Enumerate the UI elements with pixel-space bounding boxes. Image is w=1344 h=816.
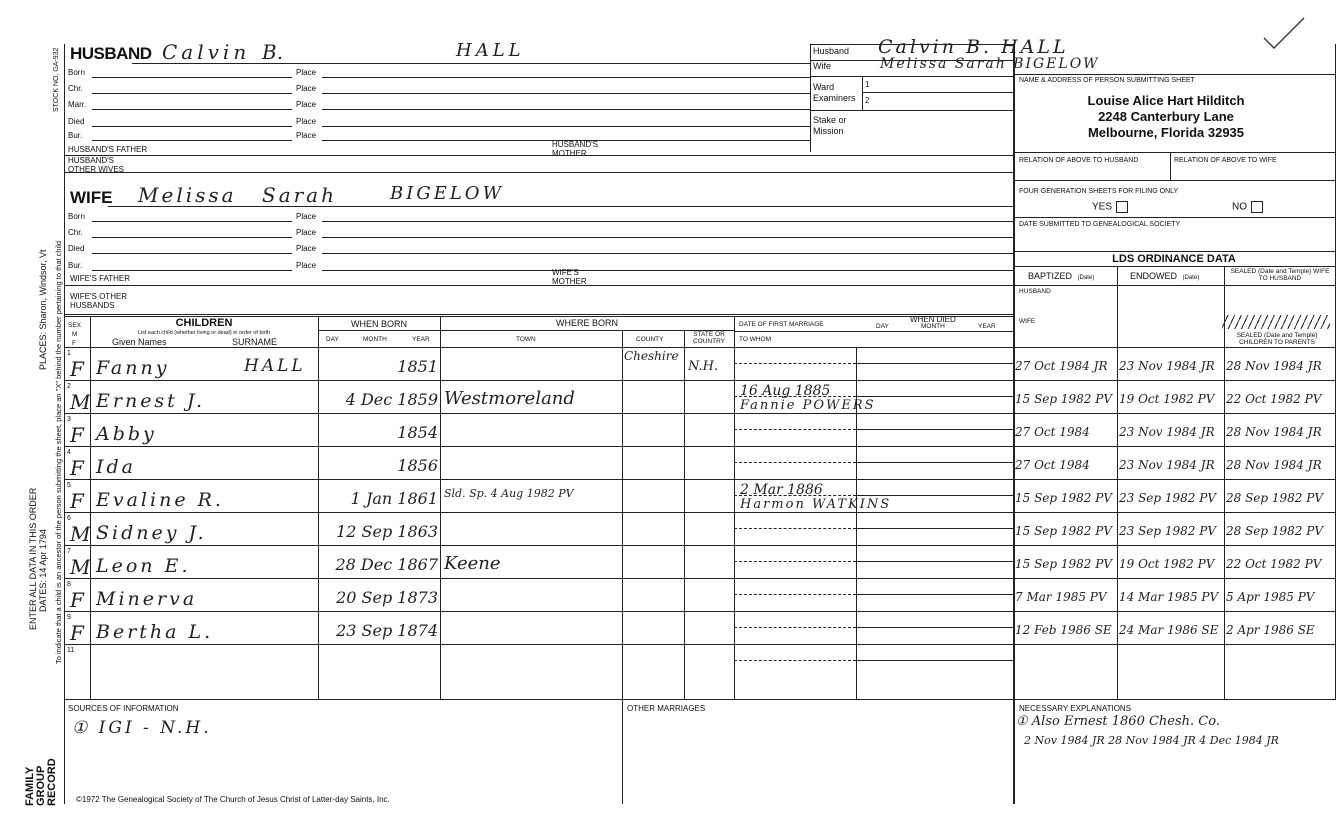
husband-row-date-line <box>92 77 292 78</box>
child-row-line-full <box>64 446 1335 447</box>
wife-row-place-line <box>322 270 1013 271</box>
baptized-sub: (Date) <box>1077 275 1095 281</box>
col-name <box>318 316 319 699</box>
child-died-line <box>856 429 1013 430</box>
copyright: ©1972 The Genealogical Society of The Church of Jesus Christ of Latter-day Saints, Inc. <box>76 795 390 804</box>
wife-surname: BIGELOW <box>390 183 505 204</box>
child-sex: F <box>70 456 84 480</box>
endowed-header <box>1130 271 1199 281</box>
child-sex: F <box>70 423 84 447</box>
child-died-line <box>856 528 1013 529</box>
wife-row-date-line <box>92 253 292 254</box>
child-birth-town: Sld. Sp. 4 Aug 1982 PV <box>444 487 574 500</box>
died-month-label: MONTH <box>921 323 945 330</box>
wife-row-date-line <box>92 270 292 271</box>
lds-title: LDS ORDINANCE DATA <box>1112 253 1236 265</box>
child-endowed: 23 Nov 1984 JR <box>1119 458 1215 472</box>
child-birth-town: Keene <box>444 553 501 574</box>
child-sealed: 28 Nov 1984 JR <box>1226 359 1322 373</box>
child-marriage-dash <box>734 561 856 562</box>
child-number: 6 <box>67 515 71 522</box>
where-sub-line <box>440 330 734 331</box>
title-line-1: FAMILY <box>24 766 36 806</box>
topbox-husband-value: Calvin B. HALL <box>878 36 1069 58</box>
frame-left <box>64 44 65 804</box>
child-baptized: 27 Oct 1984 JR <box>1015 359 1108 373</box>
submitter-name: Louise Alice Hart Hilditch <box>1087 93 1245 108</box>
lds-right-edge <box>1335 44 1336 700</box>
child-died-line <box>856 627 1013 628</box>
child-number: 5 <box>67 482 71 489</box>
child-given-name: Minerva <box>96 588 198 610</box>
yes-option[interactable] <box>1092 201 1128 213</box>
child-died-line <box>856 561 1013 562</box>
child-row-line-full <box>64 644 1335 645</box>
child-endowed: 23 Sep 1982 PV <box>1119 491 1216 505</box>
ancestor-note: To indicate that a child is an ancestor of the person submitting the sheet, place an "X" behind the number pertaining to that child <box>54 240 63 664</box>
child-endowed: 19 Oct 1982 PV <box>1119 557 1215 571</box>
baptized-header <box>1028 271 1094 281</box>
child-sealed: 22 Oct 1982 PV <box>1226 557 1322 571</box>
submitter-label: NAME & ADDRESS OF PERSON SUBMITTING SHEET <box>1019 77 1195 84</box>
child-sex: F <box>70 489 84 513</box>
child-sealed: 28 Sep 1982 PV <box>1226 524 1323 538</box>
lds-col-2 <box>1224 266 1225 699</box>
child-given-name: Ida <box>96 456 136 478</box>
child-birth-date: 12 Sep 1863 <box>336 522 438 541</box>
child-given-name: Abby <box>96 423 157 445</box>
given-names-label: Given Names <box>112 337 167 347</box>
lds-wife-label: WIFE <box>1019 318 1036 325</box>
sources-label: SOURCES OF INFORMATION <box>68 704 179 713</box>
lds-header-line <box>1013 285 1335 286</box>
topbox-wife-label: Wife <box>813 61 831 71</box>
wife-row-place-label: Place <box>296 212 317 221</box>
child-baptized: 15 Sep 1982 PV <box>1015 524 1112 538</box>
child-died-line <box>856 660 1013 661</box>
explanations-label: NECESSARY EXPLANATIONS <box>1019 704 1132 713</box>
examiner-2: 2 <box>865 96 870 105</box>
explanations-line-1: ① Also Ernest 1860 Chesh. Co. <box>1016 714 1220 729</box>
child-sex: F <box>70 621 84 645</box>
wife-father-label: WIFE'S FATHER <box>70 274 131 283</box>
husband-row-date-line <box>92 140 292 141</box>
wife-row-label: Chr. <box>68 228 83 237</box>
four-gen-label: FOUR GENERATION SHEETS FOR FILING ONLY <box>1019 188 1179 195</box>
child-baptized: 15 Sep 1982 PV <box>1015 557 1112 571</box>
when-died-label: WHEN DIED <box>910 315 956 324</box>
child-marriage-date: 16 Aug 1885 <box>740 383 831 399</box>
child-birth-date: 20 Sep 1873 <box>336 588 438 607</box>
born-sub-line <box>318 330 440 331</box>
husband-surname: HALL <box>456 40 525 61</box>
wife-given-name: Melissa <box>138 183 237 207</box>
husband-row-place-label: Place <box>296 131 317 140</box>
wife-middle-name: Sarah <box>262 183 337 207</box>
husband-row-label: Bur. <box>68 131 83 140</box>
child-number: 11 <box>67 647 75 654</box>
child-endowed: 19 Oct 1982 PV <box>1119 392 1215 406</box>
husband-row-label: Born <box>68 68 85 77</box>
other-marriages-label: OTHER MARRIAGES <box>627 704 706 713</box>
child-marriage-dash <box>734 462 856 463</box>
wife-other-husbands-line <box>64 314 1013 315</box>
child-died-line <box>856 363 1013 364</box>
lds-title-line <box>1013 266 1335 267</box>
child-birth-date: 23 Sep 1874 <box>336 621 438 640</box>
relation-husband-label: RELATION OF ABOVE TO HUSBAND <box>1019 157 1139 164</box>
sources-value: ① IGI - N.H. <box>72 718 212 738</box>
child-endowed: 23 Nov 1984 JR <box>1119 359 1215 373</box>
yes-checkbox[interactable] <box>1116 201 1128 213</box>
husband-father-label: HUSBAND'S FATHER <box>68 145 148 154</box>
relation-bottom <box>1013 180 1335 181</box>
child-surname: HALL <box>244 356 306 376</box>
child-baptized: 15 Sep 1982 PV <box>1015 392 1112 406</box>
state-label: STATE OR COUNTRY <box>692 331 726 345</box>
husband-row-label: Chr. <box>68 84 83 93</box>
husband-row-place-label: Place <box>296 117 317 126</box>
husband-middle-name: B. <box>262 40 284 64</box>
enter-all-data-note: ENTER ALL DATA IN THIS ORDER <box>28 487 38 630</box>
submitter-top <box>1013 74 1335 75</box>
child-number: 7 <box>67 548 71 555</box>
wife-row-place-line <box>322 221 1013 222</box>
child-marriage-date: 2 Mar 1886 <box>740 482 823 498</box>
children-list-note: List each child (whether living or dead) in order of birth <box>137 330 271 336</box>
check-mark-icon <box>1262 16 1308 52</box>
child-sealed: 28 Nov 1984 JR <box>1226 425 1322 439</box>
title-line-3: RECORD <box>46 758 58 806</box>
child-endowed: 24 Mar 1986 SE <box>1119 623 1219 637</box>
child-given-name: Ernest J. <box>96 390 206 412</box>
topbox-wife-value: Melissa Sarah BIGELOW <box>880 56 1100 72</box>
no-checkbox[interactable] <box>1251 201 1263 213</box>
child-birth-date: 1851 <box>397 357 438 376</box>
husband-row-place-line <box>322 109 810 110</box>
child-row-line-full <box>64 479 1335 480</box>
husband-row-place-line <box>322 93 810 94</box>
husband-row-label: Died <box>68 117 85 126</box>
child-sex: F <box>70 588 84 612</box>
child-marriage-dash <box>734 528 856 529</box>
topbox-husband-label: Husband <box>813 46 850 56</box>
lds-husband-label: HUSBAND <box>1019 288 1051 295</box>
husband-other-wives-label: HUSBAND'S OTHER WIVES <box>68 156 125 174</box>
child-baptized: 7 Mar 1985 PV <box>1015 590 1107 604</box>
wife-row-place-label: Place <box>296 261 317 270</box>
child-died-line <box>856 396 1013 397</box>
child-given-name: Leon E. <box>96 555 191 577</box>
child-birth-town: Westmoreland <box>444 388 575 409</box>
wife-name-line <box>108 206 1013 207</box>
child-sex: M <box>70 390 91 414</box>
lds-top <box>1013 251 1335 252</box>
child-sealed: 22 Oct 1982 PV <box>1226 392 1322 406</box>
child-spouse: Harmon WATKINS <box>740 497 892 512</box>
child-sealed: 28 Sep 1982 PV <box>1226 491 1323 505</box>
child-sealed: 28 Nov 1984 JR <box>1226 458 1322 472</box>
family-group-record-title-3 <box>46 758 58 806</box>
husband-row-place-line <box>322 77 810 78</box>
child-number: 2 <box>67 383 71 390</box>
husband-given-name: Calvin <box>162 40 251 64</box>
explanations-line-2: 2 Nov 1984 JR 28 Nov 1984 JR 4 Dec 1984 JR <box>1024 734 1279 747</box>
child-given-name: Evaline R. <box>96 489 224 511</box>
wife-mother-label: WIFE'S MOTHER <box>552 268 587 286</box>
hatch-block <box>1222 315 1330 329</box>
wife-row-place-label: Place <box>296 228 317 237</box>
submitter-address <box>1013 93 1319 141</box>
wife-row-date-line <box>92 221 292 222</box>
relation-wife-label: RELATION OF ABOVE TO WIFE <box>1174 157 1277 164</box>
husband-row-date-line <box>92 93 292 94</box>
date-submitted-label: DATE SUBMITTED TO GENEALOGICAL SOCIETY <box>1019 221 1181 228</box>
child-endowed: 23 Nov 1984 JR <box>1119 425 1215 439</box>
died-year-label: YEAR <box>978 323 996 330</box>
died-day-label: DAY <box>876 323 889 330</box>
title-line-2: GROUP <box>35 765 47 806</box>
sealed-wife-header: SEALED (Date and Temple) WIFE TO HUSBAND <box>1230 268 1330 282</box>
husband-row-place-label: Place <box>296 68 317 77</box>
child-number: 9 <box>67 614 71 621</box>
husband-row-date-line <box>92 126 292 127</box>
sex-m-label: M <box>72 331 78 338</box>
relation-divider <box>1170 152 1171 180</box>
wife-father-line <box>64 285 1013 286</box>
husband-name-line <box>132 63 810 64</box>
examiner-1: 1 <box>865 80 870 89</box>
born-month-label: MONTH <box>363 336 387 343</box>
where-born-label: WHERE BORN <box>555 318 618 328</box>
husband-other-wives-line <box>64 172 1013 173</box>
topbox-ward-label: Ward Examiners <box>813 82 856 103</box>
child-spouse: Fannie POWERS <box>740 398 876 413</box>
wife-label: WIFE <box>70 188 113 207</box>
yes-label: YES <box>1092 201 1113 213</box>
submitter-bottom <box>1013 152 1335 153</box>
child-baptized: 27 Oct 1984 <box>1015 425 1090 439</box>
submitter-city: Melbourne, Florida 32935 <box>1087 125 1245 140</box>
child-sealed: 5 Apr 1985 PV <box>1226 590 1315 604</box>
child-number: 4 <box>67 449 71 456</box>
endowed-sub: (Date) <box>1182 275 1200 281</box>
topbox-stake-label: Stake or Mission <box>813 115 847 136</box>
child-baptized: 12 Feb 1986 SE <box>1015 623 1112 637</box>
husband-father-line <box>64 155 1013 156</box>
wife-row-date-line <box>92 237 292 238</box>
child-endowed: 14 Mar 1985 PV <box>1119 590 1219 604</box>
born-day-label: DAY <box>326 336 339 343</box>
wife-row-place-line <box>322 237 1013 238</box>
wife-row-place-label: Place <box>296 244 317 253</box>
husband-label: HUSBAND <box>70 44 152 63</box>
wife-row-place-line <box>322 253 1013 254</box>
child-baptized: 15 Sep 1982 PV <box>1015 491 1112 505</box>
child-died-line <box>856 495 1013 496</box>
husband-row-date-line <box>92 109 292 110</box>
topbox-ex-line <box>862 92 1013 93</box>
child-died-line <box>856 594 1013 595</box>
husband-row-label: Marr. <box>68 100 87 109</box>
husband-row-place-label: Place <box>296 84 317 93</box>
husband-mother-label: HUSBAND'S MOTHER <box>552 140 598 158</box>
places-note: PLACES: Sharon, Windsor, Vt <box>38 249 48 370</box>
child-birth-date: 4 Dec 1859 <box>345 390 438 409</box>
wife-row-label: Bur. <box>68 261 83 270</box>
topbox-line-2 <box>810 76 1013 77</box>
topbox-line-3 <box>810 110 1013 111</box>
to-whom-label: TO WHOM <box>739 336 772 343</box>
child-died-line <box>856 462 1013 463</box>
child-marriage-dash <box>734 429 856 430</box>
frame-right-col-divider <box>1013 44 1015 804</box>
child-birth-date: 28 Dec 1867 <box>335 555 438 574</box>
wife-other-husbands-label: WIFE'S OTHER HUSBANDS <box>70 292 128 310</box>
born-year-label: YEAR <box>412 336 430 343</box>
sex-label: SEX <box>68 322 82 329</box>
child-birth-date: 1 Jan 1861 <box>350 489 438 508</box>
wife-row-label: Born <box>68 212 85 221</box>
children-title: CHILDREN <box>175 317 233 329</box>
no-label: NO <box>1232 201 1247 213</box>
county-label: COUNTY <box>636 336 664 343</box>
col-state <box>734 316 735 699</box>
first-marriage-label: DATE OF FIRST MARRIAGE <box>739 321 824 328</box>
endowed-label: ENDOWED <box>1130 271 1177 281</box>
child-row-line-full <box>64 512 1335 513</box>
child-baptized: 27 Oct 1984 <box>1015 458 1090 472</box>
dates-note: DATES: 14 Apr 1794 <box>38 529 48 612</box>
child-row-line-full <box>64 413 1335 414</box>
child-row-line-full <box>64 380 1335 381</box>
child-sealed: 2 Apr 1986 SE <box>1226 623 1315 637</box>
bottom-divider-1 <box>622 699 623 804</box>
child-number: 1 <box>67 350 71 357</box>
child-row-line-full <box>64 347 1335 348</box>
child-number: 3 <box>67 416 71 423</box>
child-marriage-dash <box>734 594 856 595</box>
child-number: 8 <box>67 581 71 588</box>
child-given-name: Fanny <box>96 357 170 379</box>
child-marriage-dash <box>734 660 856 661</box>
child-sex: M <box>70 522 91 546</box>
four-gen-bottom <box>1013 217 1335 218</box>
husband-row-place-label: Place <box>296 100 317 109</box>
child-marriage-dash <box>734 627 856 628</box>
surname-label: SURNAME <box>232 337 278 347</box>
child-row-line-full <box>64 578 1335 579</box>
child-sex: M <box>70 555 91 579</box>
lds-col-1 <box>1117 266 1118 699</box>
child-endowed: 23 Sep 1982 PV <box>1119 524 1216 538</box>
child-birth-date: 1854 <box>397 423 438 442</box>
child-row-line-full <box>64 545 1335 546</box>
husband-row-place-line <box>322 126 810 127</box>
child-marriage-dash <box>734 363 856 364</box>
town-label: TOWN <box>516 336 536 343</box>
col-sex <box>90 316 91 699</box>
baptized-label: BAPTIZED <box>1028 271 1073 281</box>
child-sex: F <box>70 357 84 381</box>
child-birth-state: N.H. <box>688 359 719 374</box>
no-option[interactable] <box>1232 201 1263 213</box>
sex-f-label: F <box>72 340 76 347</box>
bottom-top-line <box>64 699 1335 700</box>
marriage-sub-line <box>734 331 1013 332</box>
child-given-name: Sidney J. <box>96 522 207 544</box>
stock-number: STOCK NO. GA-932 <box>53 47 60 112</box>
child-given-name: Bertha L. <box>96 621 214 643</box>
child-row-line-full <box>64 611 1335 612</box>
child-birth-county: Cheshire <box>624 349 679 363</box>
topbox-ward-divider <box>862 76 863 110</box>
submitter-street: 2248 Canterbury Lane <box>1098 109 1234 124</box>
wife-row-label: Died <box>68 244 85 253</box>
col-born <box>440 316 441 699</box>
sealed-parents-header: SEALED (Date and Temple) CHILDREN TO PARENTS <box>1236 332 1318 346</box>
when-born-label: WHEN BORN <box>351 319 407 329</box>
child-birth-date: 1856 <box>397 456 438 475</box>
